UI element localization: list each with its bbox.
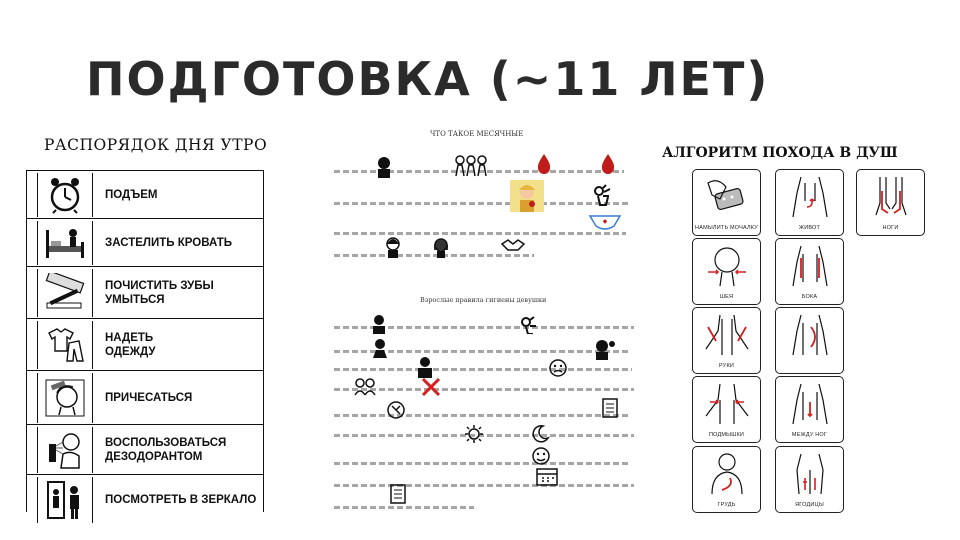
- step-card: [692, 376, 761, 443]
- sponge-icon: [702, 173, 752, 223]
- routine-item-label: НАДЕТЬ ОДЕЖДУ: [105, 332, 156, 358]
- routine-table: [26, 170, 264, 512]
- routine-title: РАСПОРЯДОК ДНЯ УТРО: [44, 136, 268, 154]
- routine-item-label: ПОСМОТРЕТЬ В ЗЕРКАЛО: [105, 494, 257, 506]
- routine-row: [27, 475, 263, 525]
- step-card: [692, 169, 761, 236]
- step-card: [775, 376, 844, 443]
- routine-item-label: ВОСПОЛЬЗОВАТЬСЯ ДЕЗОДОРАНТОМ: [105, 437, 227, 463]
- document-heading: ЧТО ТАКОЕ МЕСЯЧНЫЕ: [430, 130, 524, 138]
- sun-icon: [464, 424, 484, 444]
- sad-person-icon: [370, 338, 390, 358]
- card-label: БОКА: [801, 294, 818, 300]
- step-card: [856, 169, 925, 236]
- person-icon: [370, 314, 388, 334]
- document-subheading: Взрослые правила гигиены девушки: [420, 296, 547, 304]
- girl-face-icon: [430, 236, 452, 258]
- routine-item-label: ПОДЪЕМ: [105, 189, 158, 201]
- thinking-person-icon: [592, 338, 616, 360]
- arms-icon: [702, 311, 752, 361]
- chest-icon: [702, 450, 752, 500]
- routine-row: [27, 267, 263, 319]
- ok-hand-icon: [592, 184, 612, 206]
- moon-icon: [530, 424, 550, 444]
- card-label: МЕЖДУ НОГ: [791, 432, 828, 438]
- comb-icon: [37, 373, 93, 423]
- card-label: НАМЫЛИТЬ МОЧАЛКУ: [695, 225, 758, 231]
- person-icon: [414, 356, 436, 378]
- blood-drop-icon: [600, 152, 616, 174]
- buttocks-icon: [785, 450, 835, 500]
- routine-item-label: ЗАСТЕЛИТЬ КРОВАТЬ: [105, 237, 232, 249]
- step-card: [775, 238, 844, 305]
- girl-icon: [374, 156, 394, 178]
- calendar-icon: [536, 466, 558, 486]
- routine-item-label: ПРИЧЕСАТЬСЯ: [105, 392, 193, 404]
- smile-face-icon: [530, 446, 552, 466]
- people-icon: [354, 378, 376, 396]
- girl-photo-icon: [510, 180, 544, 212]
- routine-row: [27, 319, 263, 371]
- step-card: [775, 169, 844, 236]
- alarm-clock-icon: [37, 173, 93, 217]
- legs-icon: [866, 173, 916, 223]
- routine-row: [27, 425, 263, 475]
- deodorant-icon: [37, 427, 93, 473]
- clothes-icon: [37, 321, 93, 369]
- algorithm-title: АЛГОРИТМ ПОХОДА В ДУШ: [662, 145, 898, 161]
- card-label: ЖИВОТ: [798, 225, 821, 231]
- woman-icon: [382, 236, 404, 258]
- checklist-icon: [390, 484, 406, 504]
- step-card: [775, 307, 844, 374]
- routine-row: [27, 171, 263, 219]
- mirror-icon: [37, 477, 93, 523]
- card-label: НОГИ: [882, 225, 899, 231]
- step-card: [692, 238, 761, 305]
- routine-row: [27, 371, 263, 425]
- underwear-icon: [588, 214, 622, 232]
- handshake-icon: [500, 236, 526, 254]
- group-icon: [454, 154, 488, 178]
- step-card: [775, 446, 844, 513]
- step-card: [692, 307, 761, 374]
- card-label: ШЕЯ: [719, 294, 734, 300]
- back-icon: [785, 311, 835, 361]
- routine-row: [27, 219, 263, 267]
- checklist-icon: [602, 398, 618, 418]
- belly-icon: [785, 173, 835, 223]
- blood-drop-icon: [536, 152, 552, 174]
- between-legs-icon: [785, 380, 835, 430]
- slide-title: ПОДГОТОВКА (~11 ЛЕТ): [86, 52, 770, 106]
- card-label: РУКИ: [719, 363, 734, 369]
- social-story-document: [330, 128, 640, 518]
- toothbrush-icon: [37, 269, 93, 317]
- sad-face-icon: [548, 358, 568, 378]
- bed-icon: [37, 221, 93, 265]
- step-card: [692, 446, 761, 513]
- ok-hand-icon: [520, 316, 538, 334]
- sides-icon: [785, 242, 835, 292]
- armpits-icon: [702, 380, 752, 430]
- routine-item-label: ПОЧИСТИТЬ ЗУБЫ УМЫТЬСЯ: [105, 280, 214, 306]
- shower-icon: [386, 400, 406, 420]
- card-label: ПОДМЫШКИ: [708, 432, 745, 438]
- card-label: ЯГОДИЦЫ: [795, 502, 824, 508]
- neck-icon: [702, 242, 752, 292]
- card-label: ГРУДЬ: [717, 502, 736, 508]
- cross-mark-icon: [420, 376, 442, 398]
